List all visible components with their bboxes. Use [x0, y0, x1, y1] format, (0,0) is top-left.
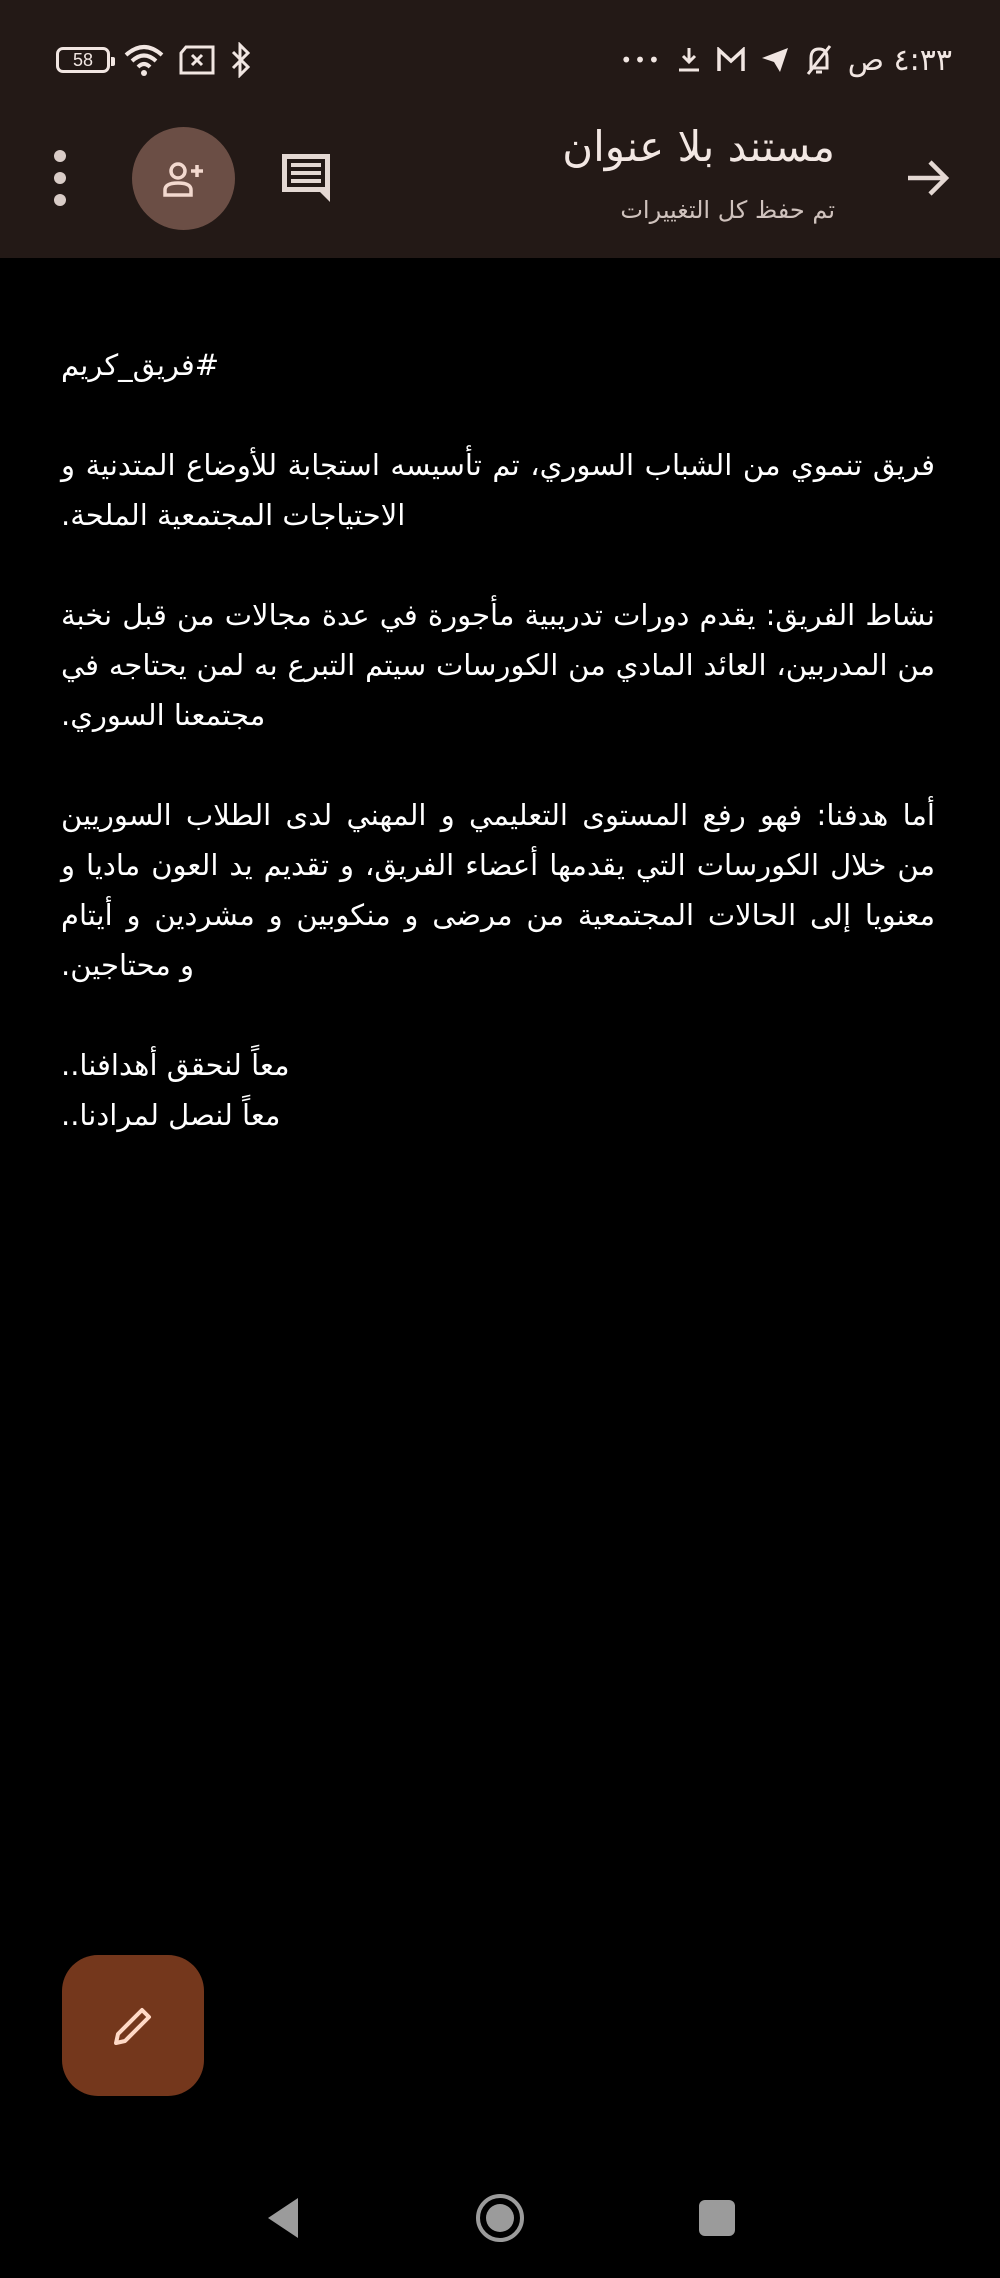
nav-back-button[interactable]	[264, 2196, 304, 2240]
document-line: من المدربين، العائد المادي من الكورسات سيتم التبرع به لمن يحتاجه في	[61, 648, 935, 682]
comments-icon[interactable]	[278, 150, 334, 206]
notifications-off-icon	[804, 44, 834, 76]
gmail-icon	[716, 47, 746, 73]
no-sim-icon	[178, 45, 216, 75]
nav-recents-button[interactable]	[699, 2200, 735, 2236]
bluetooth-icon	[230, 42, 252, 78]
status-bar-right	[620, 38, 952, 82]
edit-fab-button[interactable]	[62, 1955, 204, 2096]
share-add-person-button[interactable]	[132, 127, 235, 230]
blank-line	[61, 740, 935, 790]
document-line: أما هدفنا: فهو رفع المستوى التعليمي و المهني لدى الطلاب السوريين	[61, 798, 935, 832]
pencil-icon	[108, 2001, 158, 2051]
blank-line	[61, 990, 935, 1040]
document-line: من خلال الكورسات التي يقدمها أعضاء الفريق، و تقديم يد العون ماديا و	[61, 848, 935, 882]
battery-level: 58	[72, 49, 94, 70]
document-line: فريق تنموي من الشباب السوري، تم تأسيسه استجابة للأوضاع المتدنية و	[61, 448, 935, 482]
document-line: نشاط الفريق: يقدم دورات تدريبية مأجورة في عدة مجالات من قبل نخبة	[61, 598, 935, 632]
document-title[interactable]: مستند بلا عنوان	[562, 122, 835, 171]
status-bar-left	[56, 38, 252, 82]
back-arrow-icon[interactable]	[902, 152, 954, 204]
document-line: معاً لنصل لمرادنا..	[61, 1098, 281, 1132]
document-line: الاحتياجات المجتمعية الملحة.	[61, 498, 406, 532]
add-person-icon	[162, 159, 206, 199]
nav-home-button[interactable]	[474, 2192, 526, 2244]
document-line: مجتمعنا السوري.	[61, 698, 266, 732]
app-bar	[0, 0, 1000, 258]
overflow-notifications: •••	[620, 48, 662, 72]
wifi-icon	[124, 43, 164, 77]
blank-line	[61, 540, 935, 590]
download-icon	[676, 46, 702, 74]
telegram-icon	[760, 46, 790, 74]
battery-icon	[56, 47, 110, 73]
blank-line	[61, 390, 935, 440]
save-status: تم حفظ كل التغييرات	[620, 196, 835, 224]
clock: ٤:٣٣ ص	[847, 42, 952, 78]
document-body[interactable]	[61, 340, 935, 1140]
more-options-button[interactable]	[44, 150, 76, 206]
document-line: معاً لنحقق أهدافنا..	[61, 1048, 290, 1082]
document-line: و محتاجين.	[61, 948, 195, 982]
document-line: #فريق_كريم	[61, 348, 220, 382]
document-line: معنويا إلى الحالات المجتمعية من مرضى و منكوبين و مشردين و أيتام	[61, 898, 935, 932]
